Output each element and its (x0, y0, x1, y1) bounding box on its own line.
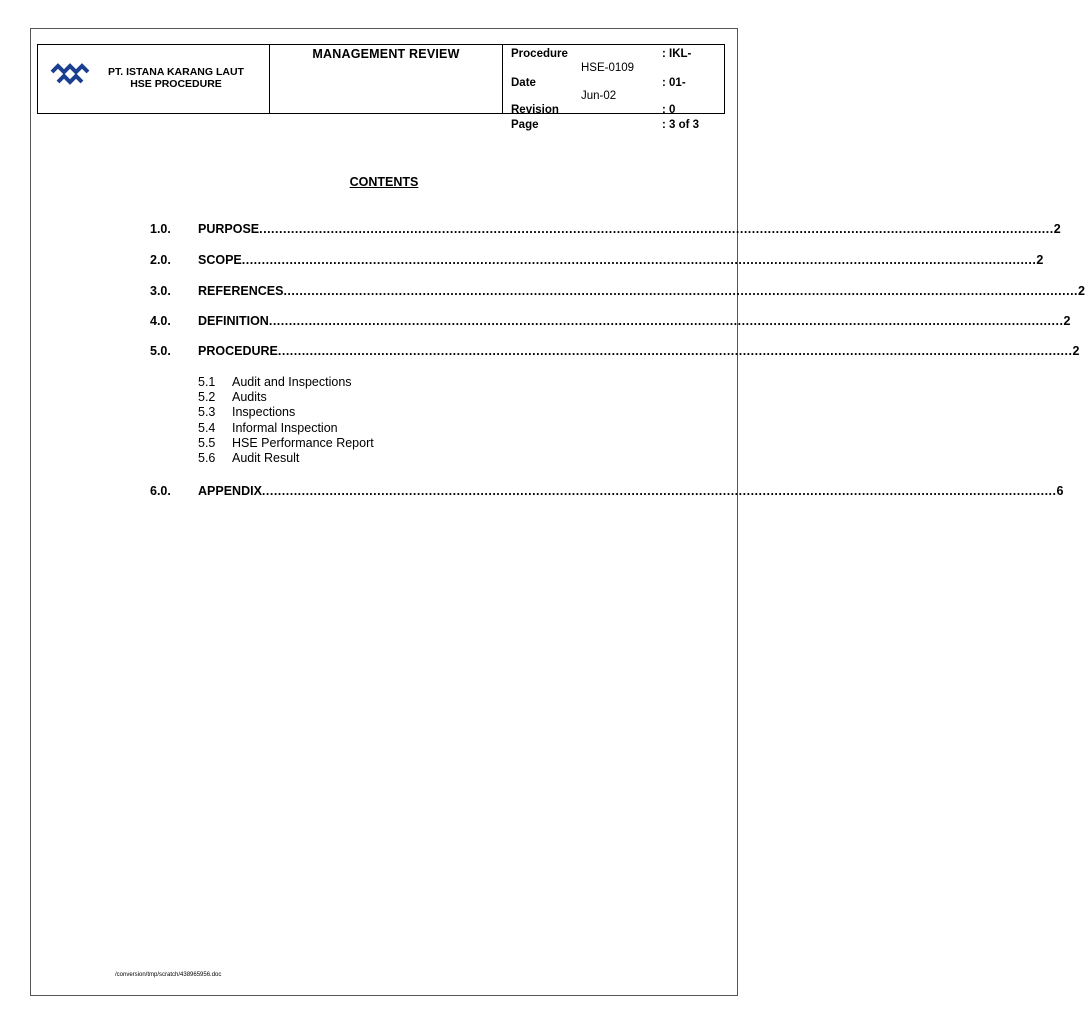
toc-row[interactable] (150, 283, 1085, 299)
toc-leader-dots: ........................................................................................................................................................................................................ (283, 284, 1079, 298)
toc-subitem-label: Audits (232, 390, 267, 405)
toc-number: 6.0. (150, 484, 171, 498)
toc-leader-dots: ........................................................................................................................................................................................................ (241, 253, 1037, 267)
toc-label: PROCEDURE (198, 344, 278, 358)
toc-page-number: 2 (1036, 253, 1044, 267)
procedure-label: Procedure (511, 48, 568, 60)
revision-value: : 0 (662, 104, 676, 116)
toc-row[interactable] (150, 313, 1071, 329)
toc-entry (198, 483, 1064, 499)
toc-subitem-number: 5.6 (198, 450, 216, 465)
toc-row[interactable] (150, 252, 1044, 268)
toc-subitem-label: Informal Inspection (232, 420, 338, 435)
toc-page-number: 2 (1063, 314, 1071, 328)
toc-subitem-label: Audit and Inspections (232, 375, 352, 389)
toc-number: 4.0. (150, 314, 171, 328)
toc-leader-dots: ........................................................................................................................................................................................................ (268, 314, 1064, 328)
company-name (92, 66, 260, 90)
procedure-value: : IKL- (662, 48, 692, 60)
date-label: Date (511, 77, 536, 89)
toc-row[interactable] (150, 483, 1064, 499)
toc-subitem-label: Inspections (232, 405, 296, 420)
procedure-value-cont: HSE-0109 (581, 62, 635, 74)
toc-label: REFERENCES (198, 284, 284, 298)
date-value-cont: Jun-02 (581, 90, 617, 102)
toc-entry (198, 313, 1071, 329)
toc-label: PURPOSE (198, 222, 260, 236)
company-name-line1: PT. ISTANA KARANG LAUT (108, 66, 244, 78)
toc-leader-dots: ........................................................................................................................................................................................................ (277, 344, 1073, 358)
toc-subitem-number: 5.4 (198, 420, 216, 435)
toc-leader-dots: ........................................................................................................................................................................................................ (261, 484, 1057, 498)
page-value: : 3 of 3 (662, 119, 700, 131)
toc-leader-dots: ........................................................................................................................................................................................................ (259, 222, 1054, 236)
toc-number: 1.0. (150, 222, 171, 236)
footer-file-path: /conversion/tmp/scratch/438965956.doc (115, 972, 222, 978)
toc-entry (198, 343, 1080, 359)
document-title: MANAGEMENT REVIEW (312, 47, 460, 61)
toc-subitem-number: 5.5 (198, 435, 216, 450)
toc-entry (198, 221, 1061, 237)
company-logo-icon (50, 62, 90, 88)
toc-subitem-number: 5.3 (198, 405, 216, 420)
toc-page-number: 2 (1078, 284, 1085, 298)
header-divider (502, 44, 503, 114)
toc-number: 5.0. (150, 344, 171, 358)
toc-label: APPENDIX (198, 484, 262, 498)
contents-title: CONTENTS (349, 175, 419, 189)
toc-number: 3.0. (150, 284, 171, 298)
toc-subitem-label: HSE Performance Report (232, 435, 374, 450)
toc-page-number: 2 (1053, 222, 1061, 236)
page-frame (30, 28, 738, 996)
toc-subitem-number: 5.2 (198, 390, 216, 405)
date-value: : 01- (662, 77, 686, 89)
toc-label: DEFINITION (198, 314, 269, 328)
toc-number: 2.0. (150, 253, 171, 267)
toc-label: SCOPE (198, 253, 242, 267)
toc-entry (198, 252, 1044, 268)
toc-entry (198, 283, 1085, 299)
toc-page-number: 2 (1072, 344, 1080, 358)
toc-row[interactable] (150, 221, 1061, 237)
toc-page-number: 6 (1056, 484, 1064, 498)
company-name-line2: HSE PROCEDURE (130, 78, 222, 90)
revision-label: Revision (511, 104, 559, 116)
toc-row[interactable] (150, 343, 1080, 359)
toc-subitem-label: Audit Result (232, 450, 300, 465)
toc-subitem-number: 5.1 (198, 375, 216, 389)
page-label: Page (511, 119, 539, 131)
